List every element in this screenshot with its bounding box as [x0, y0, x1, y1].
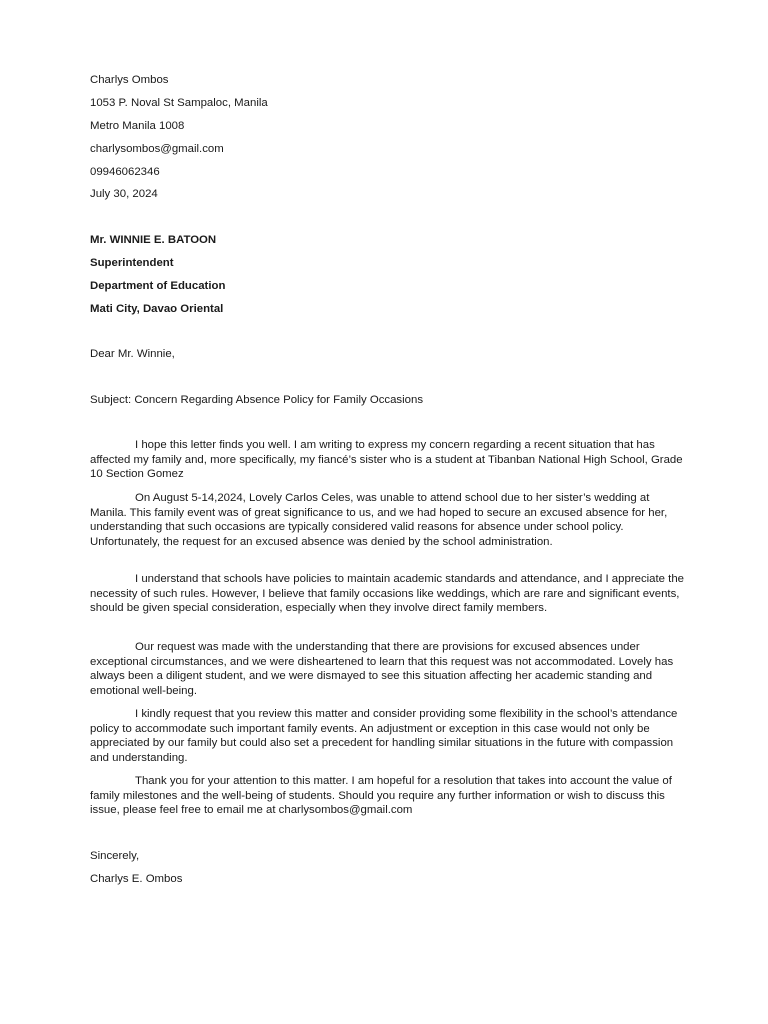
sender-name: Charlys Ombos [90, 74, 169, 86]
letter-date: July 30, 2024 [90, 188, 158, 200]
signature-name: Charlys E. Ombos [90, 873, 183, 885]
body-paragraph-3: I understand that schools have policies to maintain academic standards and attendance, and I appreciate the necessity of such rules. However, I believe that family occasions like weddings, which are rare and significant events, should be given special consideration, especially when they involve direct family members. [90, 573, 685, 615]
subject-line: Subject: Concern Regarding Absence Policy for Family Occasions [90, 394, 424, 406]
recipient-location: Mati City, Davao Oriental [90, 303, 224, 315]
recipient-title: Superintendent [90, 257, 174, 269]
body-paragraph-6: Thank you for your attention to this matter. I am hopeful for a resolution that takes into account the value of family milestones and the well-being of students. Should you require any further information or wish to discuss this issue, please feel free to email me at charlysombos@gmail.com [90, 775, 672, 817]
salutation: Dear Mr. Winnie, [90, 348, 175, 360]
closing: Sincerely, [90, 850, 140, 862]
sender-phone: 09946062346 [90, 166, 160, 178]
sender-street: 1053 P. Noval St Sampaloc, Manila [90, 97, 268, 109]
sender-email: charlysombos@gmail.com [90, 143, 224, 155]
body-paragraph-4: Our request was made with the understanding that there are provisions for excused absences under exceptional circumstances, and we were disheartened to learn that this request was not accommodated. Lovely has always been a diligent student, and we were dismayed to see this situation affecting her academic standing and emotional well-being. [90, 641, 674, 697]
body-paragraph-5: I kindly request that you review this matter and consider providing some flexibility in the school’s attendance policy to accommodate such important family events. An adjustment or exception in this case would not only be appreciated by our family but could also set a precedent for handling similar situations in the future with compassion and understanding. [90, 708, 678, 764]
recipient-org: Department of Education [90, 280, 226, 292]
recipient-name: Mr. WINNIE E. BATOON [90, 234, 217, 246]
body-paragraph-1: I hope this letter finds you well. I am writing to express my concern regarding a recent situation that has affected my family and, more specifically, my fiancé’s sister who is a student at Tibanban National High School, Grade 10 Section Gomez [90, 439, 683, 481]
sender-city: Metro Manila 1008 [90, 120, 185, 132]
letter-page [90, 0, 686, 1024]
body-paragraph-2: On August 5-14,2024, Lovely Carlos Celes, was unable to attend school due to her sister’s wedding at Manila. This family event was of great significance to us, and we had hoped to secure an excused absence for her, understanding that such occasions are typically considered valid reasons for absence under school policy. Unfortunately, the request for an excused absence was denied by the school administration. [90, 492, 668, 548]
